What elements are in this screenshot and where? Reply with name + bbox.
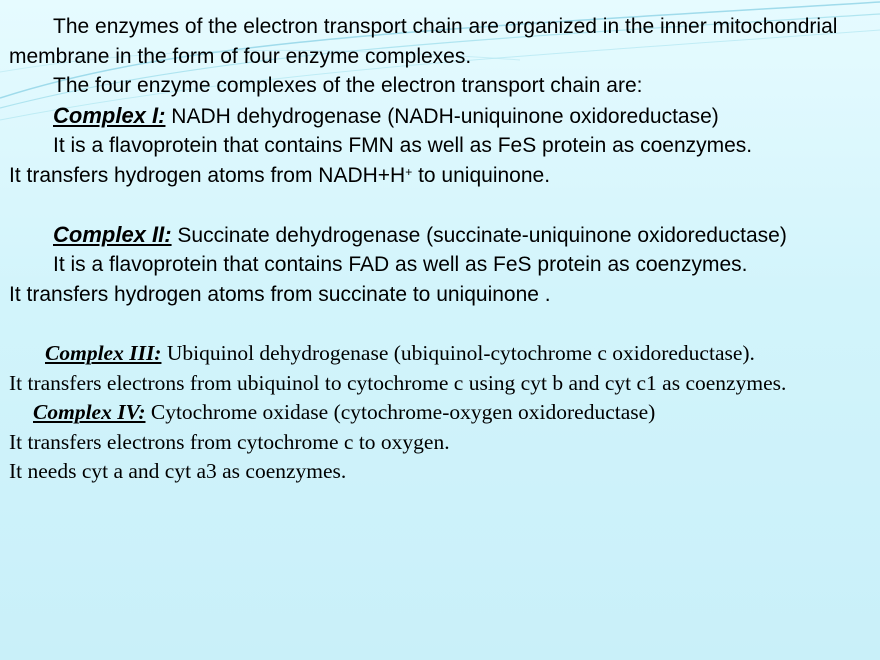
complex1-line2-text: It transfers hydrogen atoms from NADH+H — [9, 163, 406, 187]
serif-section — [9, 339, 871, 487]
spacer — [9, 309, 871, 339]
complex1-title-line — [9, 101, 871, 132]
complex2-name: Succinate dehydrogenase (succinate-uniquinone oxidoreductase) — [171, 223, 787, 247]
complex2-line1: It is a flavoprotein that contains FAD as well as FeS protein as coenzymes. — [53, 253, 748, 276]
complex3-title-line — [9, 339, 871, 369]
complex3-name: Ubiquinol dehydrogenase (ubiquinol-cytochrome c oxidoreductase). — [161, 341, 755, 365]
complex1-heading: Complex I: — [53, 102, 166, 128]
complex4-line1: It transfers electrons from cytochrome c to oxygen. — [9, 429, 450, 454]
complex4-name: Cytochrome oxidase (cytochrome-oxygen oxidoreductase) — [145, 400, 656, 424]
intro-paragraph: The enzymes of the electron transport chain are organized in the inner mitochondrial membrane in the form of four enzyme complexes. — [9, 15, 838, 68]
complex1-name: NADH dehydrogenase (NADH-uniquinone oxidoreductase) — [165, 104, 719, 128]
complex1-line2 — [9, 161, 871, 191]
slide-content — [9, 12, 871, 487]
complex4-line2: It needs cyt a and cyt a3 as coenzymes. — [9, 459, 347, 483]
complex2-line2: It transfers hydrogen atoms from succinate to uniquinone . — [9, 282, 551, 306]
complex3-line1: It transfers electrons from ubiquinol to cytochrome c using cyt b and cyt c1 as coenzymes. — [9, 370, 787, 395]
complex4-heading: Complex IV: — [33, 400, 146, 424]
complex2-title-line — [9, 220, 871, 251]
complex3-heading: Complex III: — [45, 341, 162, 365]
complex1-line2-superscript: + — [405, 164, 413, 179]
complex2-heading: Complex II: — [53, 221, 172, 247]
complex1-line2-end: to uniquinone. — [412, 163, 551, 187]
complex1-line1: It is a flavoprotein that contains FMN as well as FeS protein as coenzymes. — [53, 134, 753, 157]
spacer — [9, 190, 871, 220]
sans-section — [9, 12, 871, 309]
complex4-title-line — [9, 398, 871, 428]
complexes-intro: The four enzyme complexes of the electron transport chain are: — [53, 74, 643, 97]
